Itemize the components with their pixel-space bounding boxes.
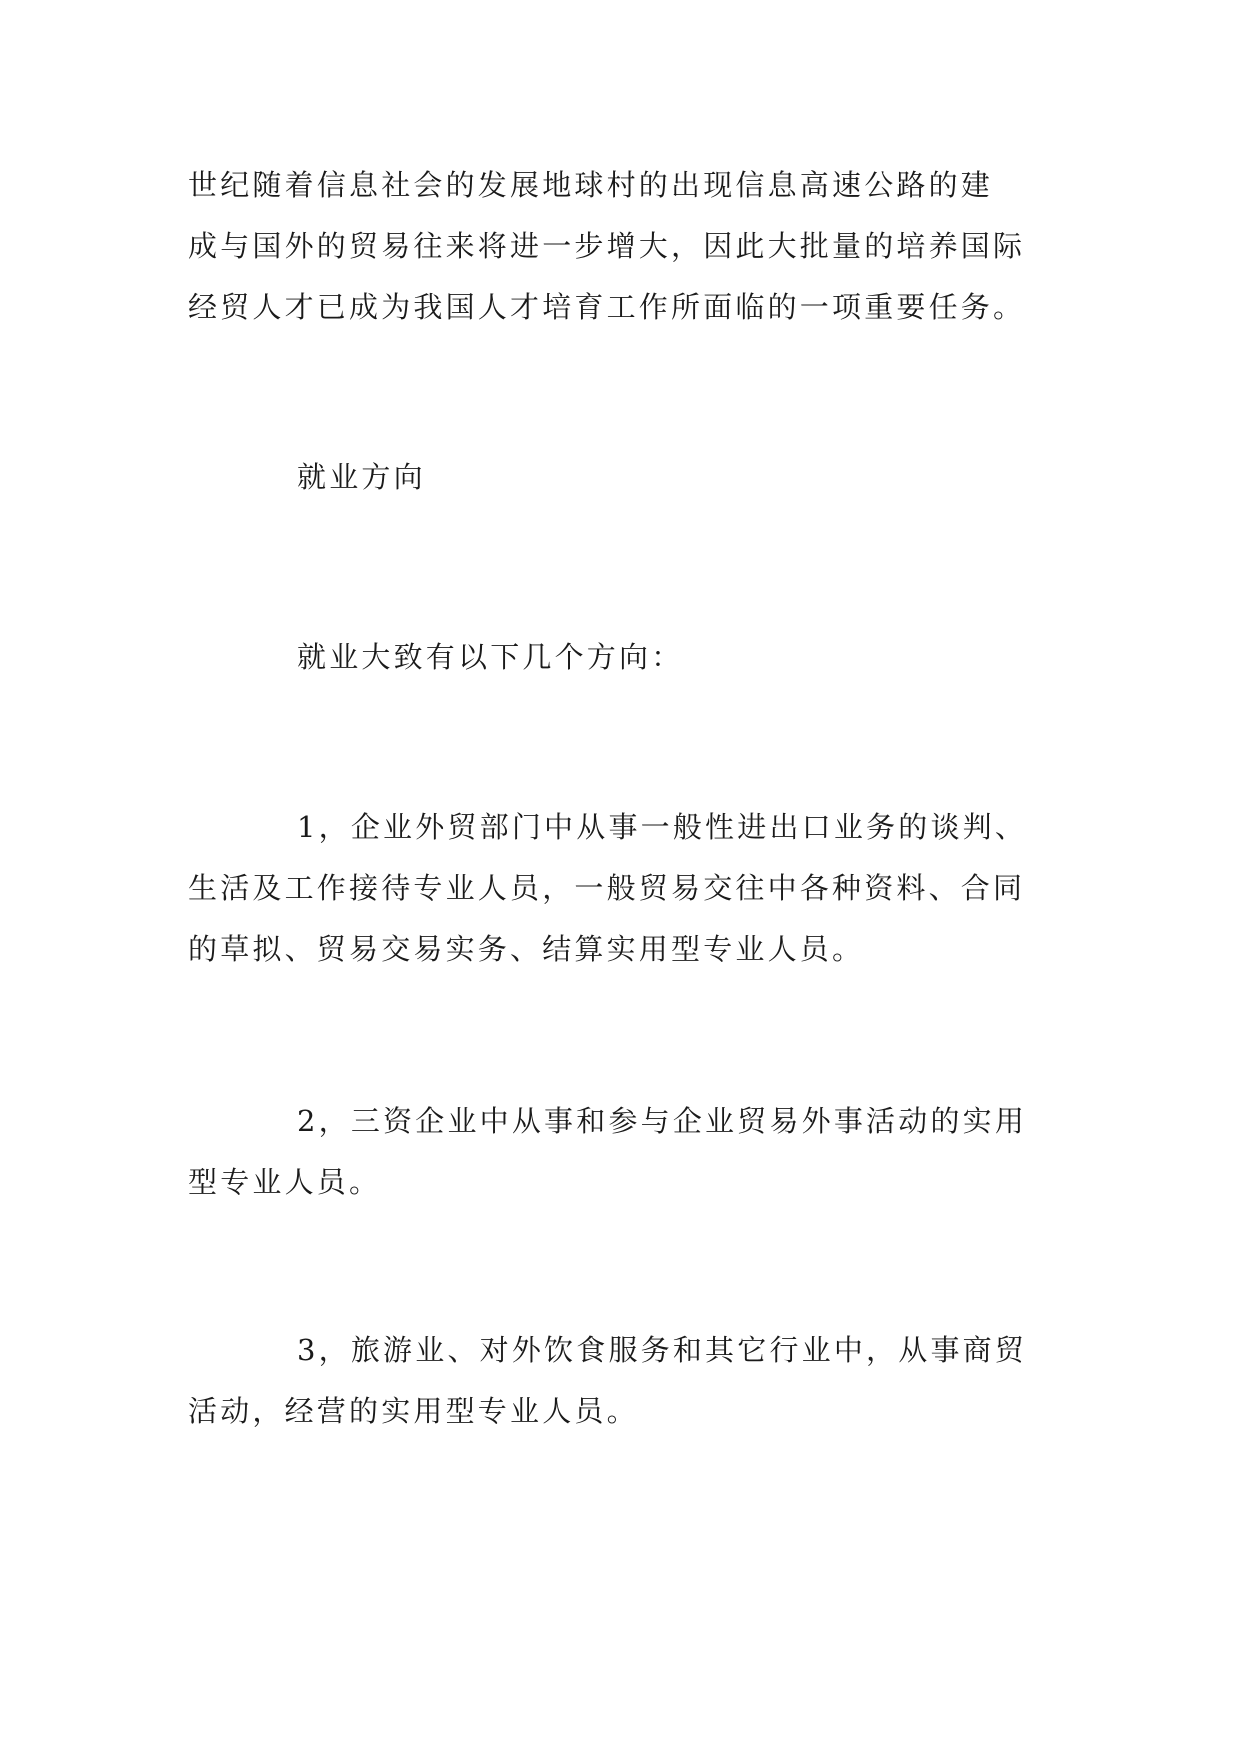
paragraph-line: 2，三资企业中从事和参与企业贸易外事活动的实用 (297, 1104, 1028, 1138)
section-intro-text: 就业大致有以下几个方向： (297, 640, 684, 674)
paragraph-line: 经贸人才已成为我国人才培育工作所面临的一项重要任务。 (188, 290, 1026, 324)
paragraph-line: 成与国外的贸易往来将进一步增大，因此大批量的培养国际 (188, 229, 1026, 263)
section-intro (188, 627, 1058, 688)
section-heading (188, 447, 1058, 508)
list-item-3 (188, 1320, 1058, 1442)
section-heading-text: 就业方向 (297, 460, 426, 494)
paragraph-line: 生活及工作接待专业人员，一般贸易交往中各种资料、合同 (188, 871, 1026, 905)
list-item-2 (188, 1091, 1058, 1213)
paragraph-line: 活动，经营的实用型专业人员。 (188, 1394, 639, 1428)
intro-paragraph (188, 155, 1058, 338)
paragraph-line: 的草拟、贸易交易实务、结算实用型专业人员。 (188, 932, 865, 966)
paragraph-line: 3，旅游业、对外饮食服务和其它行业中，从事商贸 (297, 1333, 1028, 1367)
paragraph-line: 世纪随着信息社会的发展地球村的出现信息高速公路的建 (188, 168, 994, 202)
paragraph-line: 1，企业外贸部门中从事一般性进出口业务的谈判、 (297, 810, 1028, 844)
paragraph-line: 型专业人员。 (188, 1165, 382, 1199)
list-item-1 (188, 797, 1058, 980)
